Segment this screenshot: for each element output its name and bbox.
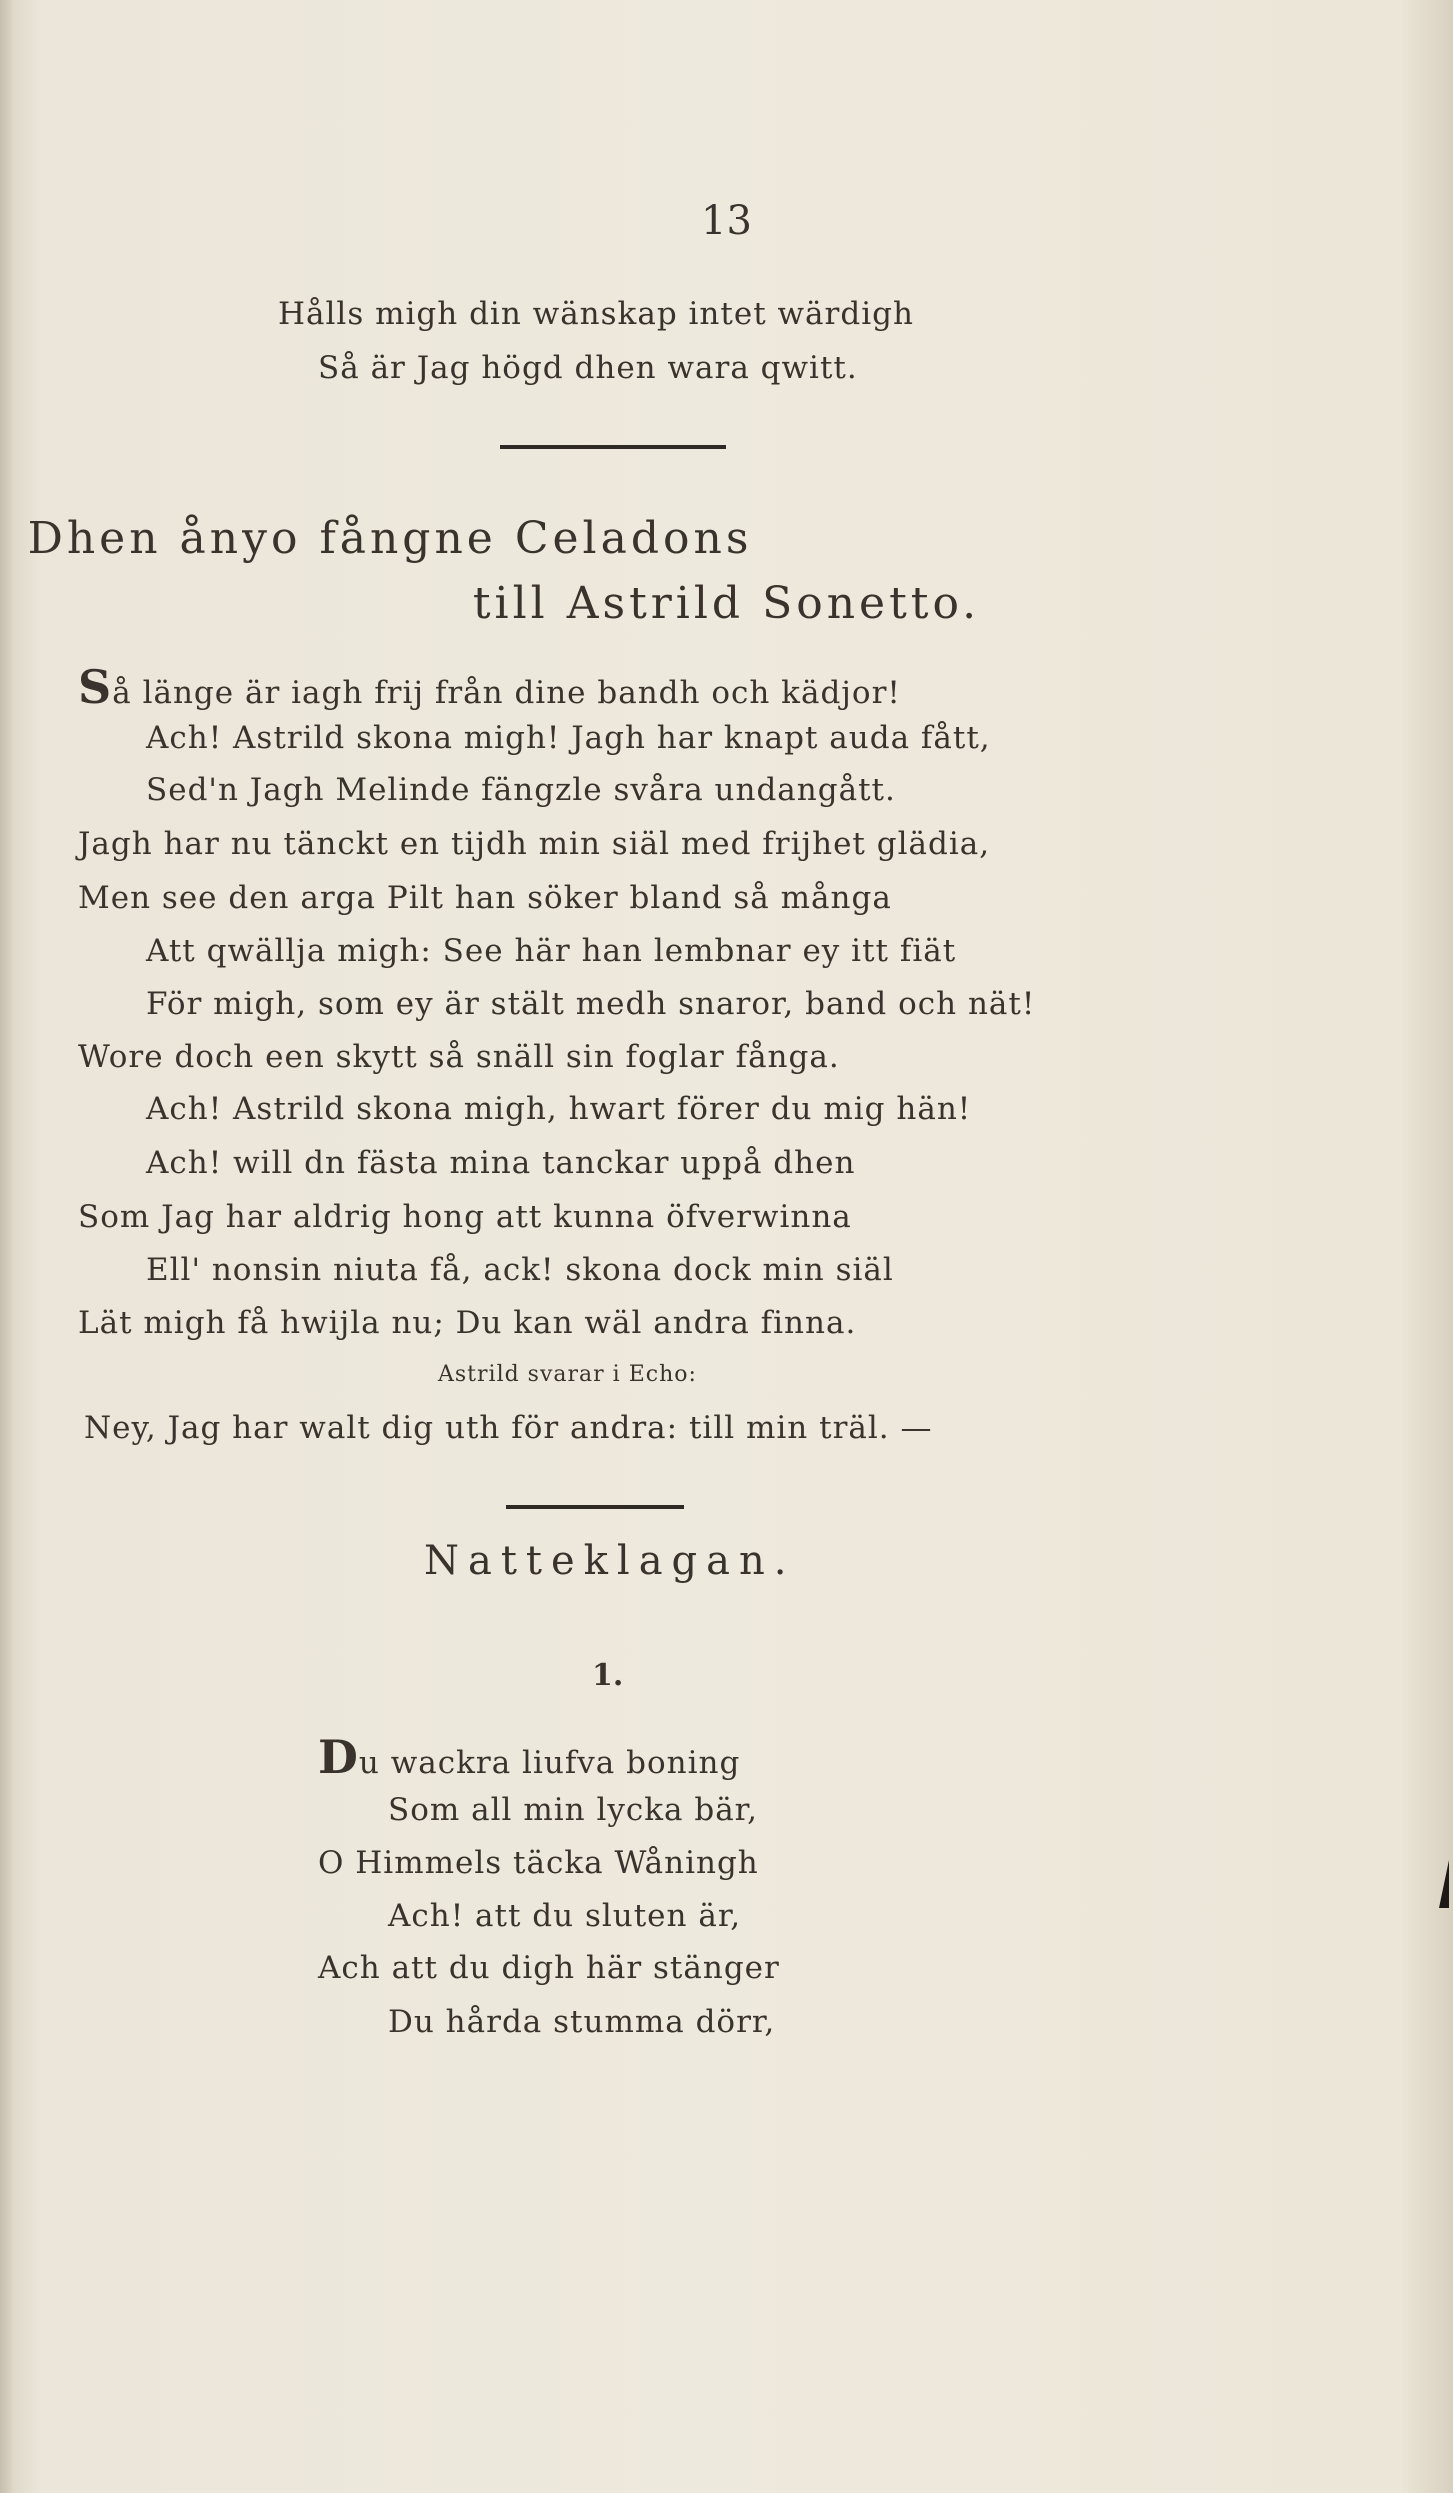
verse-line: Sed'n Jagh Melinde fängzle svåra undangått. — [146, 772, 896, 808]
verse-line: Wore doch een skytt så snäll sin foglar fånga. — [78, 1039, 840, 1075]
verse-line: Ach! Astrild skona migh, hwart förer du mig hän! — [146, 1091, 972, 1127]
verse-line: Ach att du digh här stänger — [318, 1950, 780, 1986]
reply-line: Ney, Jag har walt dig uth för andra: till min träl. — — [84, 1410, 933, 1446]
section-divider — [506, 1505, 684, 1509]
verse-line-first — [78, 660, 901, 714]
verse-line: Ell' nonsin niuta få, ack! skona dock min siäl — [146, 1252, 894, 1288]
verse-line: Som Jag har aldrig hong att kunna öfverwinna — [78, 1199, 852, 1235]
first-line-text: u wackra liufva boning — [358, 1745, 741, 1781]
verse-line-first — [318, 1730, 740, 1784]
section-divider — [500, 445, 726, 449]
stanza-number: 1. — [592, 1658, 624, 1693]
verse-line: Ach! will dn fästa mina tanckar uppå dhen — [146, 1145, 856, 1181]
verse-line: Att qwällja migh: See här han lembnar ey itt fiät — [146, 933, 957, 969]
poem-title-line-1: Dhen ånyo fångne Celadons — [27, 513, 753, 564]
verse-line: Ach! att du sluten är, — [388, 1898, 742, 1934]
verse-line: Men see den arga Pilt han söker bland så många — [78, 880, 892, 916]
first-line-text: å länge är iagh frij från dine bandh och kädjor! — [112, 675, 901, 711]
page-number: 13 — [701, 198, 752, 244]
verse-line: Som all min lycka bär, — [388, 1792, 758, 1828]
speaker-note: Astrild svarar i Echo: — [438, 1362, 697, 1387]
verse-line: Så är Jag högd dhen wara qwitt. — [318, 350, 858, 386]
verse-line: O Himmels täcka Wåningh — [318, 1845, 759, 1881]
page-edge-shadow — [0, 0, 14, 2493]
poem-title-line-2: till Astrild Sonetto. — [472, 578, 981, 629]
poem-title: Natteklagan. — [424, 1538, 796, 1584]
initial-letter: D — [318, 1730, 359, 1784]
verse-line: Ach! Astrild skona migh! Jagh har knapt auda fått, — [146, 720, 991, 756]
verse-line: Du hårda stumma dörr, — [388, 2004, 776, 2040]
verse-line: Hålls migh din wänskap intet wärdigh — [278, 296, 914, 332]
verse-line: Lät migh få hwijla nu; Du kan wäl andra finna. — [78, 1305, 857, 1341]
verse-line: Jagh har nu tänckt en tijdh min siäl med frijhet glädia, — [78, 826, 991, 862]
page-edge-mark — [1439, 1860, 1449, 1908]
verse-line: För migh, som ey är stält medh snaror, band och nät! — [146, 986, 1036, 1022]
initial-letter: S — [78, 660, 113, 714]
